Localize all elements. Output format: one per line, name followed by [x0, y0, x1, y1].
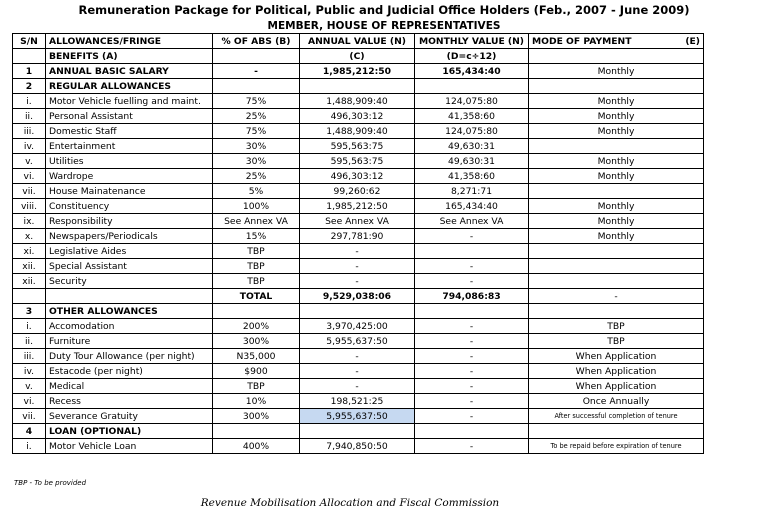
row-monthly-value [415, 424, 529, 439]
row-sn: xii. [13, 274, 46, 289]
document-title: Remuneration Package for Political, Public and Judicial Office Holders (Feb., 2007 - June 2009) [78, 3, 690, 17]
table-row [13, 319, 704, 334]
row-payment-mode: - [529, 289, 704, 304]
header-mode-label: MODE OF PAYMENT [532, 35, 632, 47]
row-sn: v. [13, 379, 46, 394]
row-abs-percent: $900 [213, 364, 300, 379]
row-description: Wardrope [46, 169, 213, 184]
header-allowances-line1: ALLOWANCES/FRINGE [49, 35, 162, 47]
table-row [13, 364, 704, 379]
row-abs-percent: 400% [213, 439, 300, 454]
row-sn: xii. [13, 259, 46, 274]
row-description: OTHER ALLOWANCES [46, 304, 213, 319]
row-abs-percent [213, 304, 300, 319]
header-abs: % OF ABS (B) [213, 34, 300, 49]
table-row [13, 64, 704, 79]
row-payment-mode: Monthly [529, 169, 704, 184]
table-row [13, 229, 704, 244]
row-payment-mode [529, 244, 704, 259]
table-row [13, 94, 704, 109]
row-description: Entertainment [46, 139, 213, 154]
row-abs-percent: 25% [213, 109, 300, 124]
row-annual-value: 5,955,637:50 [300, 409, 415, 424]
row-abs-percent: 300% [213, 409, 300, 424]
header-allowances [46, 34, 213, 49]
header-annual-letter: (C) [300, 49, 415, 64]
row-sn: 1 [13, 64, 46, 79]
row-monthly-value: 165,434:40 [415, 64, 529, 79]
row-description: Constituency [46, 199, 213, 214]
row-description: Recess [46, 394, 213, 409]
header-annual: ANNUAL VALUE (N) [300, 34, 415, 49]
table-row [13, 439, 704, 454]
row-monthly-value: 49,630:31 [415, 139, 529, 154]
row-abs-percent: TBP [213, 244, 300, 259]
table-row [13, 244, 704, 259]
row-annual-value [300, 79, 415, 94]
row-annual-value: - [300, 379, 415, 394]
row-monthly-value: - [415, 409, 529, 424]
row-abs-percent: TOTAL [213, 289, 300, 304]
row-payment-mode: Monthly [529, 124, 704, 139]
row-payment-mode: Monthly [529, 199, 704, 214]
row-sn: ii. [13, 109, 46, 124]
row-payment-mode: After successful completion of tenure [529, 409, 704, 424]
row-monthly-value: 165,434:40 [415, 199, 529, 214]
row-description: Special Assistant [46, 259, 213, 274]
row-monthly-value: - [415, 364, 529, 379]
row-abs-percent: 25% [213, 169, 300, 184]
row-payment-mode: Monthly [529, 109, 704, 124]
row-monthly-value: - [415, 274, 529, 289]
row-sn: iii. [13, 124, 46, 139]
row-abs-percent: 30% [213, 139, 300, 154]
row-monthly-value: - [415, 394, 529, 409]
row-payment-mode [529, 139, 704, 154]
header-allowances-line2: BENEFITS (A) [46, 49, 213, 64]
row-monthly-value: 41,358:60 [415, 169, 529, 184]
row-annual-value: 595,563:75 [300, 139, 415, 154]
row-description [46, 289, 213, 304]
table-row [13, 274, 704, 289]
row-annual-value: 99,260:62 [300, 184, 415, 199]
row-abs-percent: TBP [213, 379, 300, 394]
row-description: ANNUAL BASIC SALARY [46, 64, 213, 79]
row-abs-percent: 5% [213, 184, 300, 199]
row-annual-value [300, 424, 415, 439]
row-abs-percent: See Annex VA [213, 214, 300, 229]
row-abs-percent [213, 424, 300, 439]
row-description: Furniture [46, 334, 213, 349]
row-payment-mode: When Application [529, 364, 704, 379]
row-description: Security [46, 274, 213, 289]
row-description: Accomodation [46, 319, 213, 334]
table-row [13, 424, 704, 439]
document-subtitle: MEMBER, HOUSE OF REPRESENTATIVES [267, 20, 501, 32]
table-row [13, 394, 704, 409]
table-row [13, 289, 704, 304]
row-monthly-value: - [415, 259, 529, 274]
row-payment-mode [529, 79, 704, 94]
row-abs-percent: - [213, 64, 300, 79]
table-row [13, 259, 704, 274]
row-monthly-value: - [415, 319, 529, 334]
row-payment-mode: Once Annually [529, 394, 704, 409]
row-abs-percent [213, 79, 300, 94]
row-payment-mode: TBP [529, 319, 704, 334]
row-payment-mode: Monthly [529, 229, 704, 244]
row-monthly-value: - [415, 379, 529, 394]
row-abs-percent: N35,000 [213, 349, 300, 364]
row-payment-mode [529, 274, 704, 289]
row-sn: v. [13, 154, 46, 169]
row-sn: vii. [13, 409, 46, 424]
row-abs-percent: 10% [213, 394, 300, 409]
header-monthly-formula: (D=c÷12) [415, 49, 529, 64]
row-annual-value: 5,955,637:50 [300, 334, 415, 349]
row-abs-percent: 200% [213, 319, 300, 334]
row-description: Estacode (per night) [46, 364, 213, 379]
row-sn: iv. [13, 364, 46, 379]
row-sn: vi. [13, 394, 46, 409]
row-sn: 3 [13, 304, 46, 319]
row-sn: iii. [13, 349, 46, 364]
table-row [13, 109, 704, 124]
row-monthly-value: 8,271:71 [415, 184, 529, 199]
row-sn: xi. [13, 244, 46, 259]
row-payment-mode: Monthly [529, 94, 704, 109]
row-description: Personal Assistant [46, 109, 213, 124]
row-annual-value: - [300, 349, 415, 364]
header-mode [529, 34, 704, 49]
row-abs-percent: 30% [213, 154, 300, 169]
table-row [13, 184, 704, 199]
row-annual-value: 1,985,212:50 [300, 64, 415, 79]
tbp-note: TBP - To be provided [14, 479, 87, 487]
row-abs-percent: TBP [213, 274, 300, 289]
row-abs-percent: 75% [213, 124, 300, 139]
row-annual-value: 7,940,850:50 [300, 439, 415, 454]
row-annual-value: 3,970,425:00 [300, 319, 415, 334]
table-row [13, 379, 704, 394]
row-sn: i. [13, 439, 46, 454]
row-sn: iv. [13, 139, 46, 154]
row-monthly-value: 124,075:80 [415, 94, 529, 109]
row-annual-value: - [300, 364, 415, 379]
row-annual-value: 1,985,212:50 [300, 199, 415, 214]
table-row [13, 214, 704, 229]
row-description: Responsibility [46, 214, 213, 229]
row-sn: vii. [13, 184, 46, 199]
row-monthly-value: - [415, 334, 529, 349]
row-monthly-value [415, 244, 529, 259]
row-annual-value: 496,303:12 [300, 169, 415, 184]
table-row [13, 199, 704, 214]
row-annual-value: See Annex VA [300, 214, 415, 229]
row-sn: 2 [13, 79, 46, 94]
row-sn: i. [13, 319, 46, 334]
row-monthly-value: 794,086:83 [415, 289, 529, 304]
row-sn: 4 [13, 424, 46, 439]
row-annual-value: - [300, 244, 415, 259]
row-annual-value: 198,521:25 [300, 394, 415, 409]
row-sn: x. [13, 229, 46, 244]
row-monthly-value: 49,630:31 [415, 154, 529, 169]
row-payment-mode: When Application [529, 379, 704, 394]
row-sn [13, 289, 46, 304]
row-sn: vi. [13, 169, 46, 184]
row-abs-percent: 100% [213, 199, 300, 214]
table-header-row [13, 34, 704, 49]
row-payment-mode: Monthly [529, 154, 704, 169]
header-sn: S/N [13, 34, 46, 49]
header-monthly: MONTHLY VALUE (N) [415, 34, 529, 49]
row-payment-mode [529, 424, 704, 439]
row-annual-value: 9,529,038:06 [300, 289, 415, 304]
row-monthly-value [415, 79, 529, 94]
row-monthly-value: - [415, 439, 529, 454]
row-payment-mode [529, 184, 704, 199]
row-payment-mode [529, 259, 704, 274]
row-payment-mode [529, 304, 704, 319]
table-row [13, 349, 704, 364]
row-monthly-value: 124,075:80 [415, 124, 529, 139]
table-row [13, 79, 704, 94]
row-sn: viii. [13, 199, 46, 214]
row-annual-value: - [300, 259, 415, 274]
row-description: Motor Vehicle Loan [46, 439, 213, 454]
table-row [13, 139, 704, 154]
row-payment-mode: Monthly [529, 64, 704, 79]
row-annual-value [300, 304, 415, 319]
row-description: LOAN (OPTIONAL) [46, 424, 213, 439]
table-row [13, 124, 704, 139]
row-abs-percent: TBP [213, 259, 300, 274]
row-description: Severance Gratuity [46, 409, 213, 424]
header-mode-letter: (E) [685, 35, 700, 47]
row-description: Medical [46, 379, 213, 394]
row-description: House Mainatenance [46, 184, 213, 199]
row-sn: ii. [13, 334, 46, 349]
row-annual-value: 297,781:90 [300, 229, 415, 244]
table-row [13, 334, 704, 349]
table-row [13, 304, 704, 319]
row-description: Duty Tour Allowance (per night) [46, 349, 213, 364]
row-annual-value: 496,303:12 [300, 109, 415, 124]
table-header-row-2 [13, 49, 704, 64]
row-description: Utilities [46, 154, 213, 169]
row-payment-mode: Monthly [529, 214, 704, 229]
table-row [13, 154, 704, 169]
row-annual-value: 1,488,909:40 [300, 94, 415, 109]
row-monthly-value: See Annex VA [415, 214, 529, 229]
row-abs-percent: 15% [213, 229, 300, 244]
row-abs-percent: 300% [213, 334, 300, 349]
table-row [13, 169, 704, 184]
row-abs-percent: 75% [213, 94, 300, 109]
row-monthly-value: - [415, 349, 529, 364]
row-sn: ix. [13, 214, 46, 229]
row-annual-value: - [300, 274, 415, 289]
row-annual-value: 595,563:75 [300, 154, 415, 169]
footer-signature: Revenue Mobilisation Allocation and Fiscal Commission [200, 497, 500, 509]
row-description: Legislative Aides [46, 244, 213, 259]
remuneration-table [12, 33, 704, 454]
row-monthly-value: - [415, 229, 529, 244]
row-sn: i. [13, 94, 46, 109]
row-description: Newspapers/Periodicals [46, 229, 213, 244]
row-monthly-value: 41,358:60 [415, 109, 529, 124]
row-payment-mode: When Application [529, 349, 704, 364]
row-annual-value: 1,488,909:40 [300, 124, 415, 139]
row-description: REGULAR ALLOWANCES [46, 79, 213, 94]
row-payment-mode: To be repaid before expiration of tenure [529, 439, 704, 454]
row-payment-mode: TBP [529, 334, 704, 349]
row-monthly-value [415, 304, 529, 319]
row-description: Domestic Staff [46, 124, 213, 139]
row-description: Motor Vehicle fuelling and maint. [46, 94, 213, 109]
table-row [13, 409, 704, 424]
